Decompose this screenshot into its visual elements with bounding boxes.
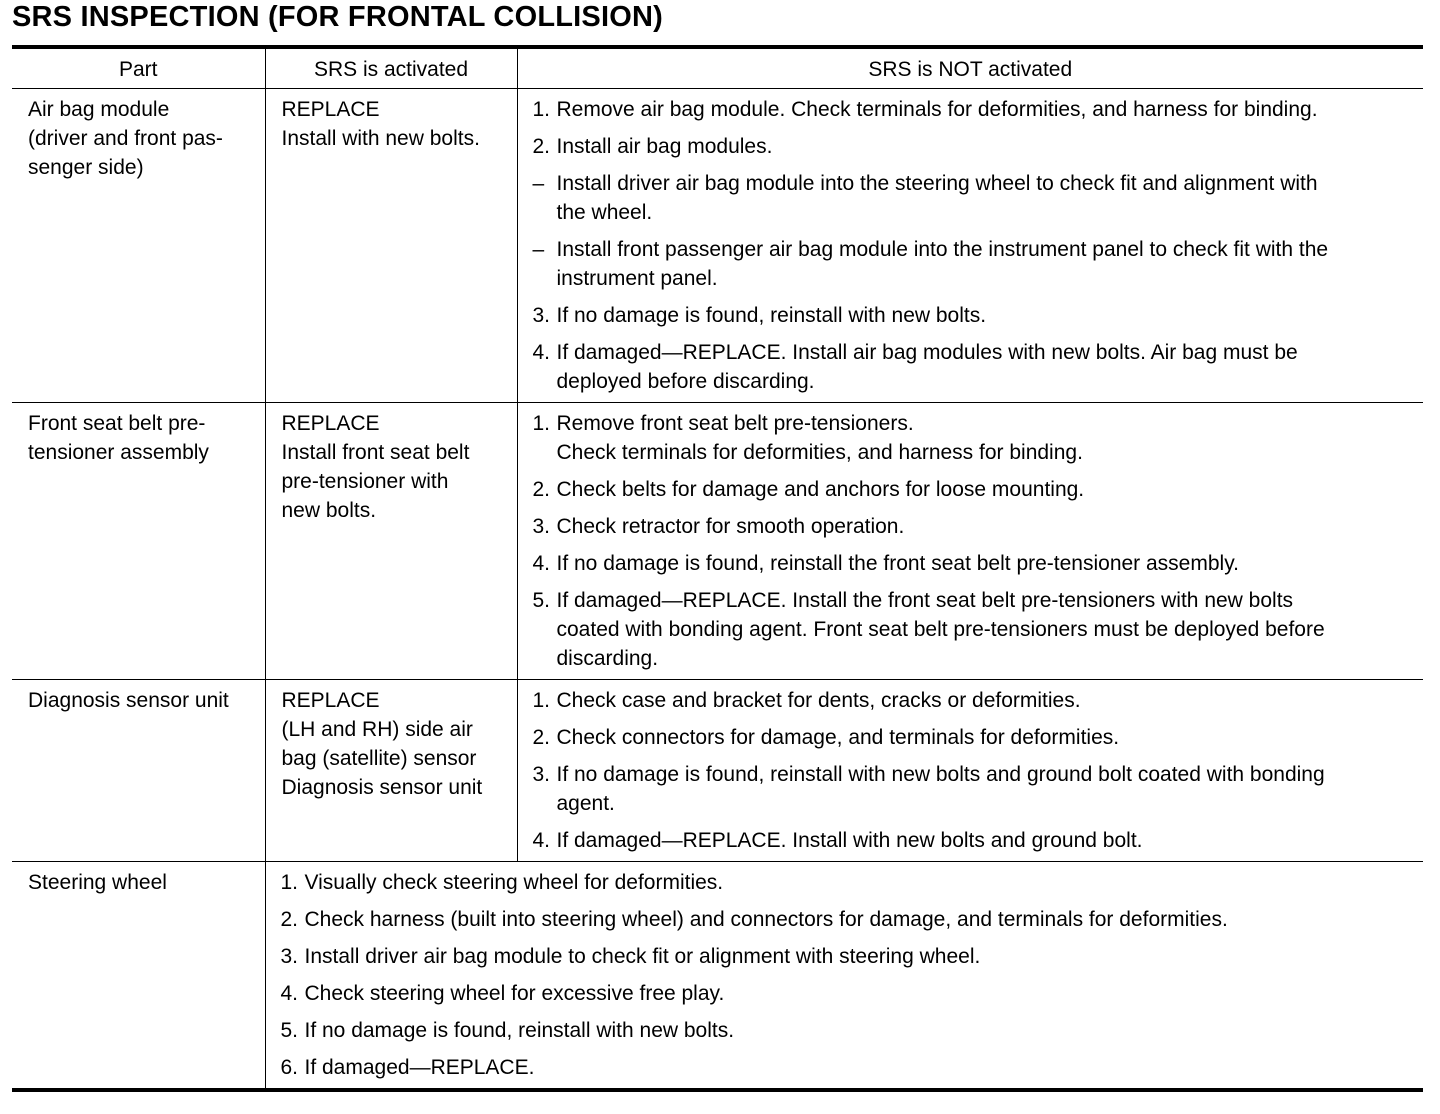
step-marker: 1. [532,688,551,712]
part-text: Diagnosis sensor unit [28,688,229,712]
step-marker: 4. [280,981,299,1005]
step-text: Check retractor for smooth operation. [556,514,905,538]
activated-text: Install with new bolts. [281,126,480,150]
step-marker: 4. [532,551,551,575]
activated-text: Diagnosis sensor unit [281,775,483,799]
step-text: If damaged—REPLACE. Install with new bolts and ground bolt. [556,828,1143,852]
step-text: agent. [556,791,615,815]
header-srs-not-activated: SRS is NOT activated [517,47,1423,88]
not-activated-cell [517,88,1423,402]
step-marker: 5. [280,1018,299,1042]
activated-cell [265,402,517,679]
step-text: If damaged—REPLACE. Install air bag modules with new bolts. Air bag must be [556,340,1298,364]
step-item [281,905,1416,934]
step-marker: 3. [532,303,551,327]
step-list [518,89,1424,402]
step-item [533,95,1416,124]
step-marker: 4. [532,828,551,852]
step-marker: 2. [532,134,551,158]
step-marker: 3. [532,514,551,538]
activated-text: bag (satellite) sensor [281,746,477,770]
step-text: Install air bag modules. [556,134,773,158]
step-text: deployed before discarding. [556,369,815,393]
part-text: Front seat belt pre- [28,411,206,435]
step-text: If no damage is found, reinstall the front seat belt pre-tensioner assembly. [556,551,1239,575]
step-item [533,235,1416,293]
activated-text: REPLACE [281,97,380,121]
step-text: Install driver air bag module into the steering wheel to check fit and alignment with [556,171,1318,195]
step-item [281,1053,1416,1082]
step-list [266,862,1424,1088]
step-text: Check steering wheel for excessive free play. [304,981,725,1005]
activated-text: Install front seat belt [281,440,470,464]
step-item [533,549,1416,578]
step-item [281,868,1416,897]
step-text: If no damage is found, reinstall with new bolts. [556,303,987,327]
step-text: Install front passenger air bag module into the instrument panel to check fit with the [556,237,1329,261]
step-item [533,686,1416,715]
step-item [533,586,1416,673]
step-item [533,512,1416,541]
table-row [12,402,1423,679]
step-item [533,409,1416,467]
step-item [533,475,1416,504]
step-marker: 5. [532,588,551,612]
activated-text: (LH and RH) side air [281,717,473,741]
part-text: (driver and front pas- [28,126,223,150]
step-text: Check harness (built into steering wheel) and connectors for damage, and terminals for deformities. [304,907,1228,931]
step-marker: 1. [532,411,551,435]
table-header-row [12,47,1423,88]
step-text: Install driver air bag module to check fit or alignment with steering wheel. [304,944,981,968]
not-activated-cell [517,679,1423,861]
step-text: If damaged—REPLACE. Install the front seat belt pre-tensioners with new bolts [556,588,1294,612]
activated-text: REPLACE [281,688,380,712]
step-text: Check case and bracket for dents, cracks or deformities. [556,688,1081,712]
part-text: Air bag module [28,97,170,121]
step-marker: 4. [532,340,551,364]
step-list [518,403,1424,679]
step-marker: – [532,237,545,261]
step-text: Remove air bag module. Check terminals for deformities, and harness for binding. [556,97,1318,121]
step-marker: 1. [532,97,551,121]
part-cell [12,88,265,402]
activated-cell [265,88,517,402]
part-text: senger side) [28,155,144,179]
step-item [533,301,1416,330]
step-marker: 2. [280,907,299,931]
table-row [12,861,1423,1090]
step-text: Visually check steering wheel for deformities. [304,870,724,894]
not-activated-cell [517,402,1423,679]
step-item [281,942,1416,971]
step-item [533,132,1416,161]
activated-cell [265,679,517,861]
table-row [12,88,1423,402]
page-title: SRS INSPECTION (FOR FRONTAL COLLISION) [12,1,663,33]
step-item [533,760,1416,818]
step-marker: 2. [532,477,551,501]
step-marker: – [532,171,545,195]
step-list [518,680,1424,861]
step-item [281,979,1416,1008]
step-item [533,826,1416,855]
step-text: If no damage is found, reinstall with new bolts. [304,1018,735,1042]
step-item [533,723,1416,752]
header-part: Part [12,47,265,88]
step-text: the wheel. [556,200,653,224]
part-text: Steering wheel [28,870,167,894]
step-marker: 3. [532,762,551,786]
step-item [533,169,1416,227]
table-row [12,679,1423,861]
step-text: Check belts for damage and anchors for loose mounting. [556,477,1085,501]
header-srs-activated: SRS is activated [265,47,517,88]
step-marker: 6. [280,1055,299,1079]
steering-wheel-steps-cell [265,861,1423,1090]
step-text: Check connectors for damage, and terminals for deformities. [556,725,1120,749]
srs-inspection-table [12,45,1423,1092]
step-marker: 3. [280,944,299,968]
step-text: instrument panel. [556,266,718,290]
part-cell [12,861,265,1090]
part-cell [12,402,265,679]
step-text: If no damage is found, reinstall with new bolts and ground bolt coated with bonding [556,762,1325,786]
step-text: discarding. [556,646,659,670]
step-text: If damaged—REPLACE. [304,1055,535,1079]
step-marker: 1. [280,870,299,894]
activated-text: pre-tensioner with [281,469,449,493]
step-marker: 2. [532,725,551,749]
step-text: coated with bonding agent. Front seat belt pre-tensioners must be deployed before [556,617,1325,641]
part-cell [12,679,265,861]
activated-text: REPLACE [281,411,380,435]
activated-text: new bolts. [281,498,377,522]
step-text: Check terminals for deformities, and harness for binding. [556,440,1083,464]
step-item [281,1016,1416,1045]
step-item [533,338,1416,396]
step-text: Remove front seat belt pre-tensioners. [556,411,914,435]
part-text: tensioner assembly [28,440,209,464]
